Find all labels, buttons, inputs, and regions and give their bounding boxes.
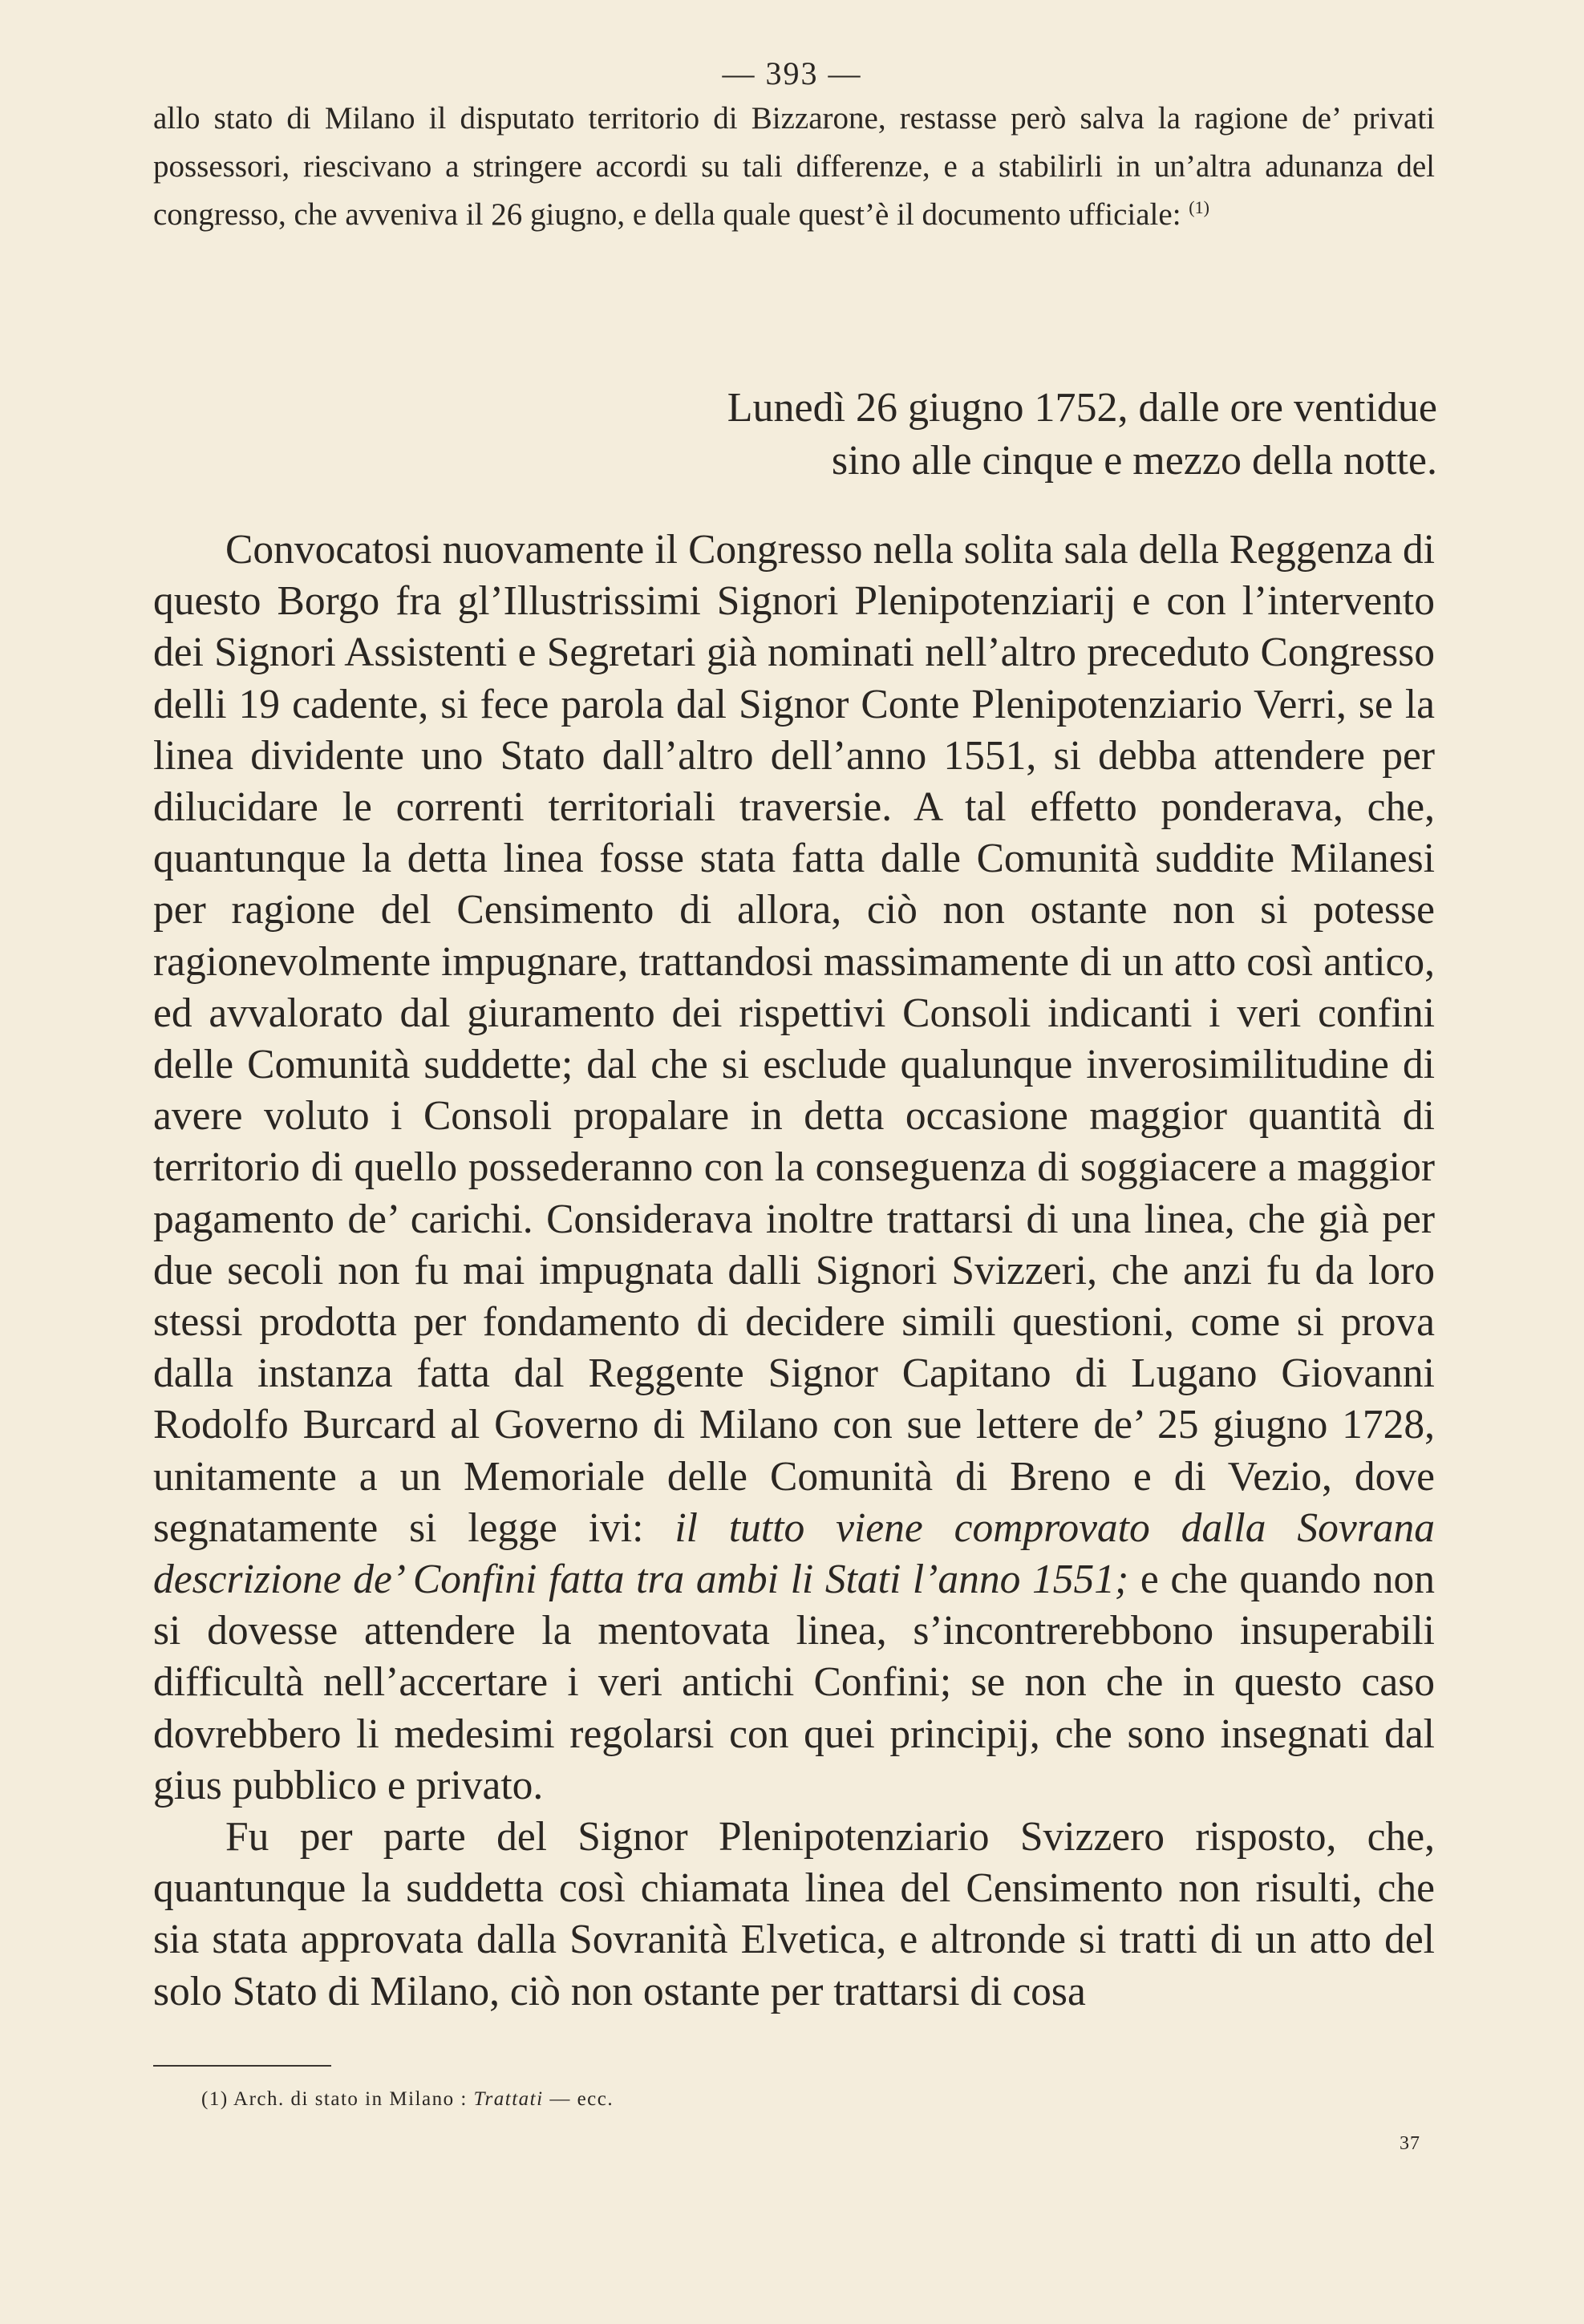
intro-text-body: allo stato di Milano il disputato territorio di Bizzarone, restasse però salva la ragione de’ privati possessori, riescivano a stringere accordi su tali differenze, e a stabilirli in un’altra adunanza del congresso, che avveniva il 26 giugno, e della quale quest’è il documento ufficiale: [153, 101, 1435, 232]
session-heading [651, 382, 1437, 488]
paragraph-1-text-continued: e che quando non si dovesse attendere la mentovata linea, s’incontrerebbono insuperabili difficultà nell’accertare i veri antichi Confini; se non che in questo caso dovrebbero li medesimi regolarsi con quei principij, che sono insegnati dal gius pubblico e privato. [153, 1557, 1436, 1808]
footnote-text: Arch. di stato in Milano : [233, 2088, 468, 2110]
intro-text [153, 95, 1435, 239]
heading-line-1: Lunedì 26 giugno 1752, dalle ore ventidue [727, 385, 1437, 431]
footnote [201, 2087, 614, 2112]
heading-line-2: sino alle cinque e mezzo della notte. [831, 438, 1437, 484]
footnote-marker: (1) [201, 2088, 229, 2110]
paragraph-2: Fu per parte del Signor Plenipotenziario Svizzero risposto, che, quantunque la suddetta così chiamata linea del Censimento non risulti, che sia stata approvata dalla Sovranità Elvetica, e altronde si tratti di un atto del solo Stato di Milano, ciò non ostante per trattarsi di cosa [153, 1814, 1435, 2014]
signature-mark: 37 [1400, 2133, 1420, 2154]
paragraph-1-text: Convocatosi nuovamente il Congresso nella solita sala della Reggenza di questo Borgo fra gl’Illustrissimi Signori Plenipotenziarij e con l’intervento dei Signori Assistenti e Segretari già nominati nell’altro preceduto Congresso delli 19 cadente, si fece parola dal Signor Conte Plenipotenziario Verri, se la linea dividente uno Stato dall’altro dell’anno 1551, si debba attendere per dilucidare le correnti territoriali traversie. A tal effetto ponderava, che, quantunque la detta linea fosse stata fatta dalle Comunità suddite Milanesi per ragione del Censimento di allora, ciò non ostante non si potesse ragionevolmente impugnare, trattandosi massimamente di un atto così antico, ed avvalorato dal giuramento dei rispettivi Consoli indicanti i veri confini delle Comunità suddette; dal che si esclude qualunque inverosimilitudine di avere voluto i Consoli propalare in detta occasione maggior quantità di territorio di quello possederanno con la conseguenza di soggiacere a maggior pagamento de’ carichi. Considerava inoltre trattarsi di una linea, che già per due secoli non fu mai impugnata dalli Signori Svizzeri, che anzi fu da loro stessi prodotta per fondamento di decidere simili questioni, come si prova dalla instanza fatta dal Reggente Signor Capitano di Lugano Giovanni Rodolfo Burcard al Governo di Milano con sue lettere de’ 25 giugno 1728, unitamente a un Memoriale delle Comunità di Breno e di Vezio, dove segnatamente si legge ivi: [153, 527, 1435, 1551]
footnote-tail: — ecc. [549, 2088, 614, 2110]
intro-paragraph [153, 95, 1435, 239]
footnote-reference[interactable]: (1) [1189, 197, 1209, 217]
main-text [153, 524, 1435, 2018]
paragraph-1 [153, 524, 1435, 1812]
footnote-italic-title: Trattati [473, 2088, 544, 2110]
page-number: — 393 — [722, 55, 862, 91]
paragraph-1-italic-quote: il tutto viene comprovato dalla Sovrana descrizione de’ Confini fatta tra ambi li Stati l’anno 1551; [153, 1504, 1436, 1603]
footnote-divider [153, 2065, 331, 2067]
